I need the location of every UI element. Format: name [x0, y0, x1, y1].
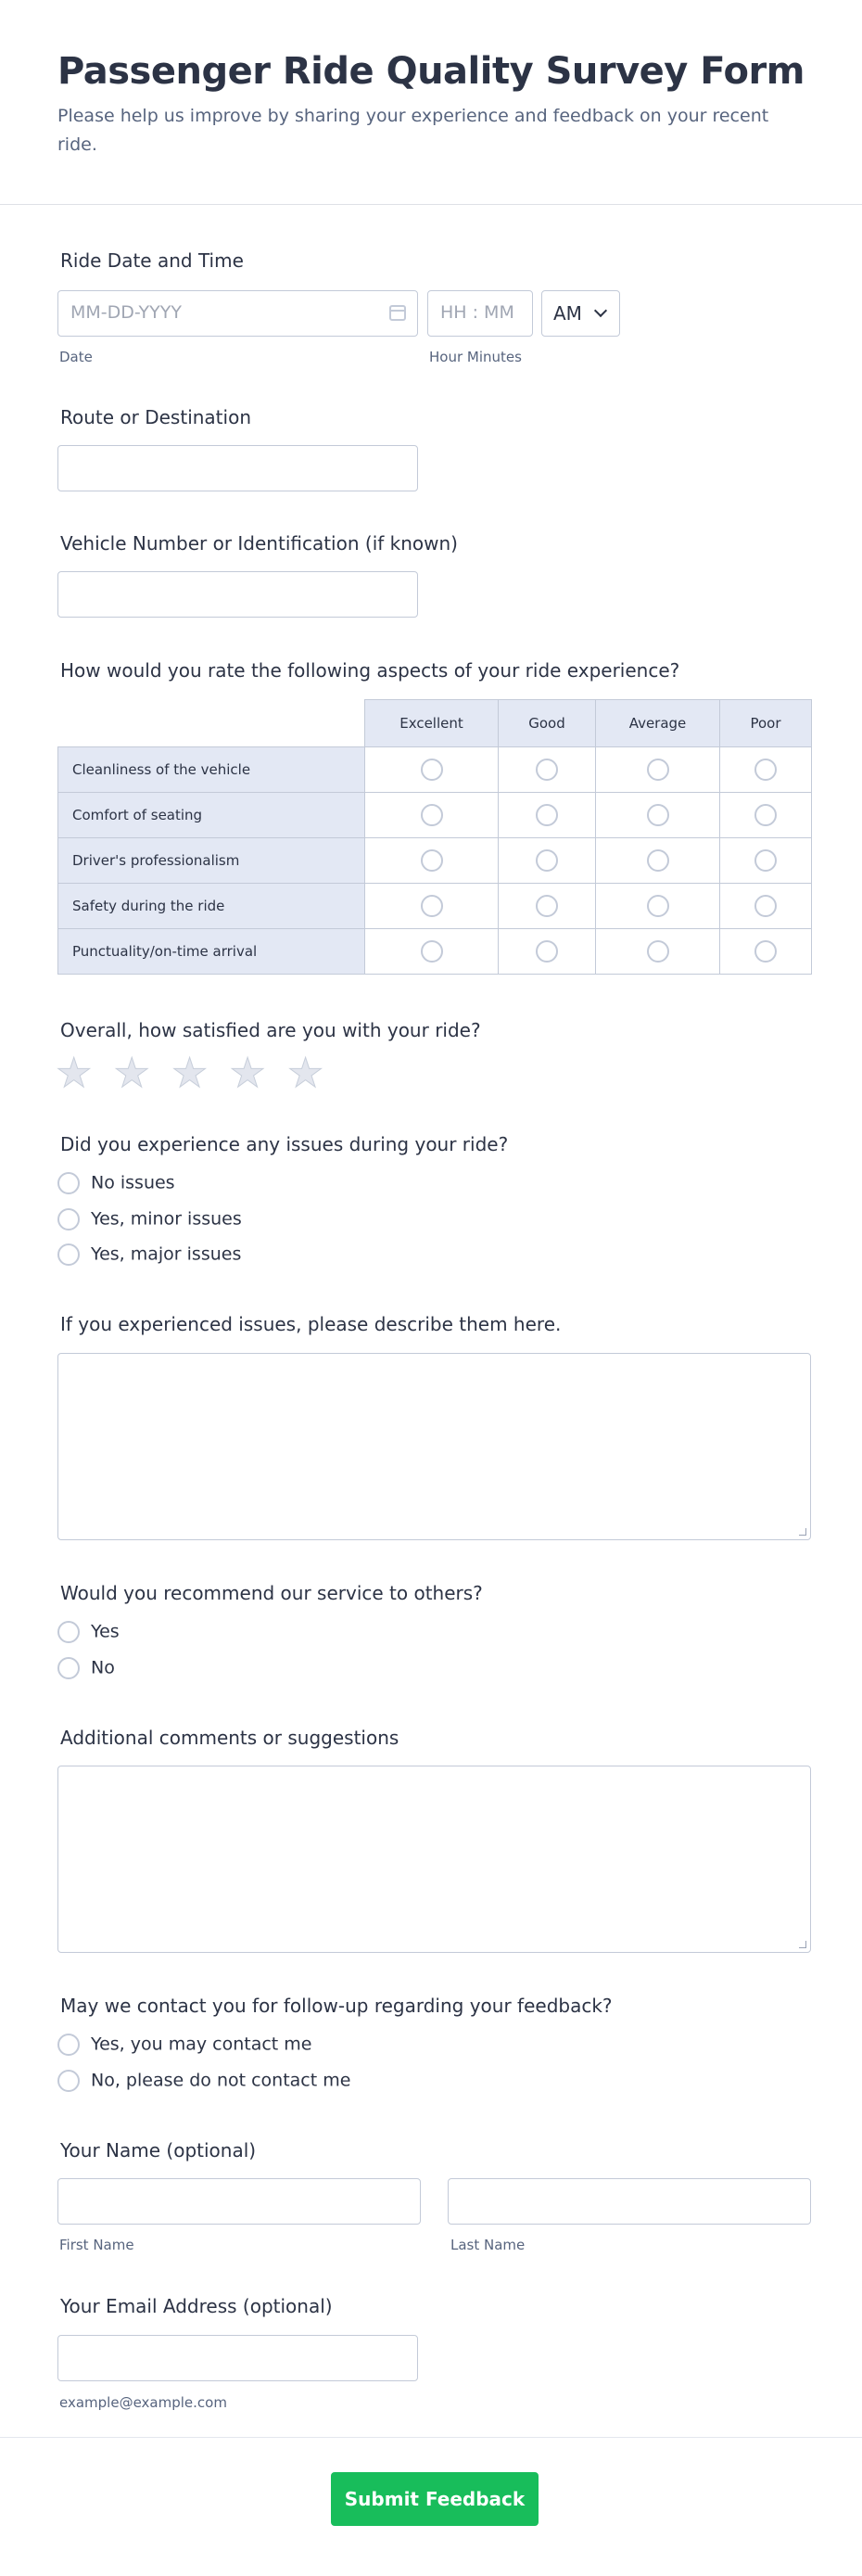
matrix-row-label: Cleanliness of the vehicle — [58, 747, 365, 793]
satisfaction-label: Overall, how satisfied are you with your ride? — [60, 1019, 481, 1041]
submit-button[interactable]: Submit Feedback — [331, 2472, 539, 2526]
matrix-radio[interactable] — [536, 895, 558, 917]
matrix-radio[interactable] — [536, 759, 558, 781]
matrix-radio[interactable] — [754, 804, 777, 826]
recommend-option[interactable] — [57, 1657, 115, 1679]
followup-option[interactable] — [57, 2034, 311, 2056]
issue-description-textarea[interactable] — [57, 1353, 811, 1540]
radio-button[interactable] — [57, 1172, 80, 1194]
matrix-radio[interactable] — [754, 895, 777, 917]
option-label: Yes, minor issues — [91, 1208, 242, 1230]
option-label: Yes, major issues — [91, 1243, 242, 1265]
resize-grip-icon[interactable] — [799, 1941, 806, 1948]
last-name-sublabel: Last Name — [450, 2237, 526, 2253]
star-icon[interactable]: ★ — [171, 1050, 209, 1097]
matrix-row-label: Punctuality/on-time arrival — [58, 929, 365, 975]
star-icon[interactable]: ★ — [286, 1050, 324, 1097]
time-sublabel: Hour Minutes — [429, 349, 522, 365]
date-sublabel: Date — [59, 349, 93, 365]
vehicle-input[interactable] — [57, 571, 418, 618]
first-name-input[interactable] — [57, 2178, 421, 2225]
recommend-option[interactable] — [57, 1621, 120, 1643]
matrix-radio[interactable] — [536, 940, 558, 963]
star-icon[interactable]: ★ — [113, 1050, 150, 1097]
matrix-radio[interactable] — [647, 940, 669, 963]
matrix-radio[interactable] — [536, 804, 558, 826]
matrix-row — [58, 838, 812, 884]
matrix-row-label: Safety during the ride — [58, 884, 365, 929]
email-input[interactable] — [57, 2335, 418, 2381]
issues-option[interactable] — [57, 1208, 242, 1231]
matrix-radio[interactable] — [647, 759, 669, 781]
star-rating — [56, 1050, 345, 1097]
option-label: Yes, you may contact me — [91, 2034, 312, 2055]
ampm-value: AM — [553, 302, 582, 325]
radio-button[interactable] — [57, 1657, 80, 1679]
vehicle-label: Vehicle Number or Identification (if known) — [60, 532, 458, 555]
followup-option[interactable] — [57, 2070, 350, 2092]
matrix-row — [58, 929, 812, 975]
issues-option[interactable] — [57, 1243, 241, 1266]
first-name-sublabel: First Name — [59, 2237, 134, 2253]
star-icon[interactable]: ★ — [56, 1050, 93, 1097]
option-label: No, please do not contact me — [91, 2070, 351, 2091]
route-input[interactable] — [57, 445, 418, 491]
last-name-input[interactable] — [448, 2178, 811, 2225]
matrix-radio[interactable] — [754, 849, 777, 872]
matrix-row — [58, 793, 812, 838]
issues-option[interactable] — [57, 1172, 175, 1194]
comments-label: Additional comments or suggestions — [60, 1727, 399, 1749]
matrix-row — [58, 884, 812, 929]
radio-button[interactable] — [57, 1243, 80, 1266]
page-title: Passenger Ride Quality Survey Form — [57, 50, 805, 93]
option-label: Yes — [91, 1621, 120, 1642]
matrix-row — [58, 747, 812, 793]
option-label: No — [91, 1657, 115, 1678]
matrix-radio[interactable] — [647, 849, 669, 872]
ride-datetime-label: Ride Date and Time — [60, 249, 244, 272]
matrix-corner — [58, 700, 365, 747]
matrix-radio[interactable] — [647, 895, 669, 917]
ampm-select[interactable] — [541, 290, 620, 337]
email-sublabel: example@example.com — [59, 2394, 227, 2411]
route-label: Route or Destination — [60, 406, 251, 428]
time-placeholder: HH : MM — [440, 302, 514, 323]
star-icon[interactable]: ★ — [229, 1050, 266, 1097]
matrix-radio[interactable] — [421, 804, 443, 826]
matrix-row-label: Driver's professionalism — [58, 838, 365, 884]
matrix-col-good: Good — [499, 700, 596, 747]
comments-textarea[interactable] — [57, 1766, 811, 1953]
recommend-label: Would you recommend our service to others? — [60, 1582, 483, 1604]
matrix-col-average: Average — [596, 700, 720, 747]
matrix-radio[interactable] — [536, 849, 558, 872]
form-header — [0, 0, 862, 205]
matrix-radio[interactable] — [647, 804, 669, 826]
radio-button[interactable] — [57, 1621, 80, 1643]
issues-label: Did you experience any issues during your ride? — [60, 1133, 509, 1155]
matrix-radio[interactable] — [421, 940, 443, 963]
matrix-radio[interactable] — [754, 759, 777, 781]
radio-button[interactable] — [57, 1208, 80, 1231]
email-label: Your Email Address (optional) — [60, 2295, 333, 2317]
rating-matrix — [57, 699, 812, 975]
radio-button[interactable] — [57, 2034, 80, 2056]
option-label: No issues — [91, 1172, 175, 1193]
calendar-icon[interactable] — [389, 305, 406, 321]
matrix-radio[interactable] — [421, 895, 443, 917]
chevron-down-icon — [594, 304, 607, 317]
resize-grip-icon[interactable] — [799, 1528, 806, 1536]
name-label: Your Name (optional) — [60, 2139, 257, 2162]
footer-divider — [0, 2437, 862, 2438]
radio-button[interactable] — [57, 2070, 80, 2092]
followup-label: May we contact you for follow-up regarding your feedback? — [60, 1995, 613, 2017]
rating-matrix-label: How would you rate the following aspects of your ride experience? — [60, 659, 680, 682]
matrix-row-label: Comfort of seating — [58, 793, 365, 838]
matrix-radio[interactable] — [421, 849, 443, 872]
matrix-col-poor: Poor — [720, 700, 812, 747]
time-input[interactable] — [427, 290, 533, 337]
page-subtitle: Please help us improve by sharing your experience and feedback on your recent ride. — [57, 106, 769, 155]
matrix-radio[interactable] — [421, 759, 443, 781]
matrix-radio[interactable] — [754, 940, 777, 963]
issue-description-label: If you experienced issues, please describe them here. — [60, 1313, 562, 1335]
date-input[interactable] — [57, 290, 418, 337]
date-placeholder: MM-DD-YYYY — [70, 302, 182, 323]
matrix-col-excellent: Excellent — [365, 700, 499, 747]
